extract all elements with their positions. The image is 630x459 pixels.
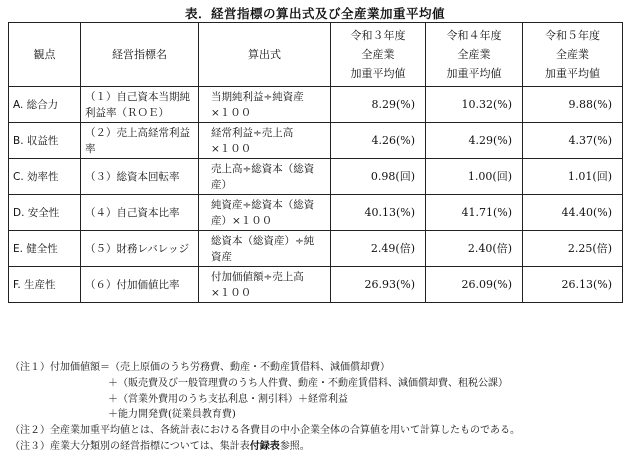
value-r3: 26.93(%) — [331, 267, 426, 303]
note-1-line-2: ＋（販売費及び一般管理費のうち人件費、動産・不動産賃借料、減価償却費、租税公課） — [108, 377, 508, 389]
indicator-table — [8, 22, 623, 303]
table-row — [9, 231, 623, 267]
value-r5: 44.40(%) — [523, 195, 623, 231]
note-1-line-4: ＋能力開発費(従業員教育費) — [108, 409, 236, 421]
formula-cell: 純資産÷総資本（総資 産）×１００ — [199, 195, 331, 231]
note-3-suffix: 参照。 — [279, 440, 310, 452]
header-indicator: 経営指標名 — [81, 23, 199, 87]
table-row — [9, 267, 623, 303]
header-r5: 令和５年度 全産業 加重平均値 — [523, 23, 623, 87]
note-3 — [10, 439, 624, 455]
value-r5: 2.25(倍) — [523, 231, 623, 267]
appendix-table-ref: 付録表 — [249, 440, 280, 452]
value-r4: 4.29(%) — [426, 123, 523, 159]
value-r3: 4.26(%) — [331, 123, 426, 159]
table-row — [9, 123, 623, 159]
footnotes — [10, 360, 624, 455]
table-row — [9, 159, 623, 195]
table-row — [9, 195, 623, 231]
header-formula: 算出式 — [199, 23, 331, 87]
indicator-name-cell: （２）売上高経常利益 率 — [81, 123, 199, 159]
header-row — [9, 23, 623, 87]
value-r3: 0.98(回) — [331, 159, 426, 195]
viewpoint-cell: B. 収益性 — [9, 123, 81, 159]
value-r5: 9.88(%) — [523, 87, 623, 123]
viewpoint-cell: D. 安全性 — [9, 195, 81, 231]
formula-cell: 売上高÷総資本（総資 産） — [199, 159, 331, 195]
formula-cell: 当期純利益÷純資産 ×１００ — [199, 87, 331, 123]
indicator-name-cell: （５）財務レバレッジ — [81, 231, 199, 267]
viewpoint-cell: C. 効率性 — [9, 159, 81, 195]
value-r4: 26.09(%) — [426, 267, 523, 303]
indicator-name-cell: （６）付加価値比率 — [81, 267, 199, 303]
value-r3: 40.13(%) — [331, 195, 426, 231]
viewpoint-cell: E. 健全性 — [9, 231, 81, 267]
value-r4: 2.40(倍) — [426, 231, 523, 267]
formula-cell: 総資本（総資産）÷純 資産 — [199, 231, 331, 267]
header-viewpoint: 観点 — [9, 23, 81, 87]
value-r4: 10.32(%) — [426, 87, 523, 123]
formula-cell: 付加価値額÷売上高 ×１００ — [199, 267, 331, 303]
note-1-line-3: ＋（営業外費用のうち支払利息・割引料）＋経常利益 — [108, 393, 348, 405]
value-r3: 8.29(%) — [331, 87, 426, 123]
value-r4: 1.00(回) — [426, 159, 523, 195]
header-r4: 令和４年度 全産業 加重平均値 — [426, 23, 523, 87]
viewpoint-cell: F. 生産性 — [9, 267, 81, 303]
value-r5: 1.01(回) — [523, 159, 623, 195]
table-row — [9, 87, 623, 123]
note-1: （注１）付加価値額＝（売上原価のうち労務費、動産・不動産賃借料、減価償却費） — [10, 362, 390, 373]
header-r3: 令和３年度 全産業 加重平均値 — [331, 23, 426, 87]
note-2: （注２）全産業加重平均値とは、各統計表における各費目の中小企業全体の合算値を用いて計算したものである。 — [10, 425, 520, 437]
indicator-name-cell: （１）自己資本当期純 利益率（ＲＯＥ） — [81, 87, 199, 123]
value-r5: 26.13(%) — [523, 267, 623, 303]
indicator-name-cell: （３）総資本回転率 — [81, 159, 199, 195]
note-3-text: （注３）産業大分類別の経営指標については、集計表 — [10, 440, 250, 452]
indicator-name-cell: （４）自己資本比率 — [81, 195, 199, 231]
value-r5: 4.37(%) — [523, 123, 623, 159]
value-r4: 41.71(%) — [426, 195, 523, 231]
viewpoint-cell: A. 総合力 — [9, 87, 81, 123]
formula-cell: 経常利益÷売上高 ×１００ — [199, 123, 331, 159]
table-title: 表．経営指標の算出式及び全産業加重平均値 — [184, 6, 445, 21]
value-r3: 2.49(倍) — [331, 231, 426, 267]
